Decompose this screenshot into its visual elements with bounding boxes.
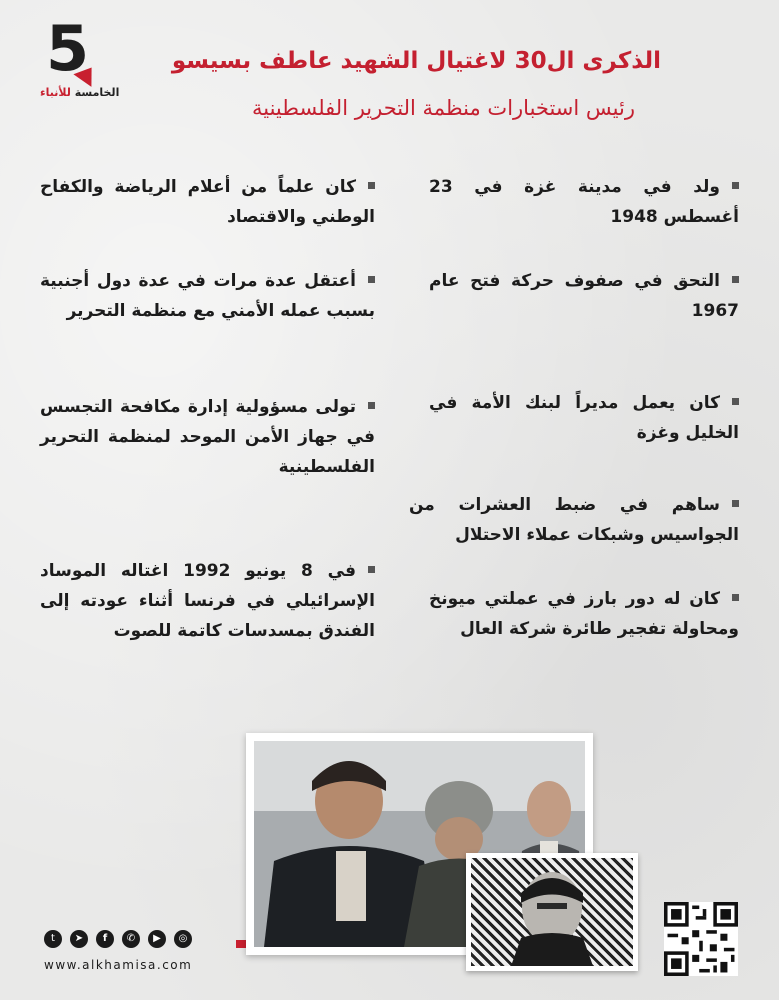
page-title: الذكرى ال30 لاغتيال الشهيد عاطف بسيسو: [171, 48, 661, 74]
qr-code[interactable]: [664, 902, 738, 976]
fact-text: في 8 يونيو 1992 اغتاله الموساد الإسرائيلي في فرنسا أثناء عودته إلى الفندق بمسدسات كاتمة للصوت: [40, 561, 375, 641]
portrait-figure: [471, 858, 633, 966]
qr-code-graphic: [664, 902, 738, 976]
logo-name: الخامسة: [74, 86, 120, 99]
logo-suffix: للأنباء: [40, 86, 71, 99]
portrait-photo-image: [471, 858, 633, 966]
fact-text: كان علماً من أعلام الرياضة والكفاح الوطني والاقتصاد: [40, 177, 375, 227]
fact-item: [40, 392, 375, 482]
brand-logo[interactable]: [40, 12, 120, 106]
fact-text: كان له دور بارز في عملتي ميونخ ومحاولة تفجير طائرة شركة العال: [429, 589, 739, 639]
fact-item: [429, 266, 739, 326]
logo-wordmark: [40, 86, 120, 99]
bullet-square-icon: [732, 182, 739, 189]
fact-item: [40, 266, 375, 326]
social-links: [44, 930, 192, 950]
facebook-icon[interactable]: f: [96, 930, 114, 948]
fact-item: [429, 388, 739, 448]
fact-text: ساهم في ضبط العشرات من الجواسيس وشبكات عملاء الاحتلال: [409, 495, 739, 545]
bullet-square-icon: [732, 276, 739, 283]
fact-text: كان يعمل مديراً لبنك الأمة في الخليل وغزة: [429, 393, 739, 443]
youtube-icon[interactable]: ▶: [148, 930, 166, 948]
page-subtitle: رئيس استخبارات منظمة التحرير الفلسطينية: [252, 96, 635, 120]
bullet-square-icon: [368, 566, 375, 573]
telegram-icon[interactable]: ➤: [70, 930, 88, 948]
bullet-square-icon: [368, 182, 375, 189]
website-link[interactable]: www.alkhamisa.com: [44, 958, 193, 972]
fact-text: تولى مسؤولية إدارة مكافحة التجسس في جهاز الأمن الموحد لمنظمة التحرير الفلسطينية: [40, 397, 375, 477]
fact-item: [40, 172, 375, 232]
fact-text: التحق في صفوف حركة فتح عام 1967: [429, 271, 739, 321]
bullet-square-icon: [732, 594, 739, 601]
fact-item: [429, 172, 739, 232]
fact-text: ولد في مدينة غزة في 23 أغسطس 1948: [429, 177, 739, 227]
twitter-icon[interactable]: t: [44, 930, 62, 948]
bullet-square-icon: [368, 402, 375, 409]
instagram-icon[interactable]: ◎: [174, 930, 192, 948]
fact-item: [429, 584, 739, 644]
logo-digit: 5: [46, 12, 90, 85]
portrait-photo: [466, 853, 638, 971]
fact-item: [40, 556, 375, 646]
bullet-square-icon: [368, 276, 375, 283]
bullet-square-icon: [732, 398, 739, 405]
whatsapp-icon[interactable]: ✆: [122, 930, 140, 948]
bullet-square-icon: [732, 500, 739, 507]
fact-item: [409, 490, 739, 550]
fact-text: أعتقل عدة مرات في عدة دول أجنبية بسبب عمله الأمني مع منظمة التحرير: [40, 271, 375, 321]
